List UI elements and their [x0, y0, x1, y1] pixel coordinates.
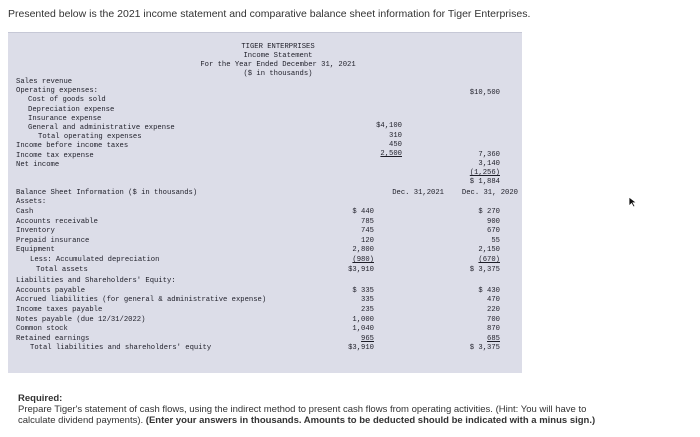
- balance-sheet-title: Balance Sheet Information ($ in thousands): [16, 189, 198, 197]
- balance-row-label: Total assets: [36, 265, 88, 274]
- balance-2021-value: 785: [361, 217, 374, 226]
- balance-row-label: Accrued liabilities (for general & administrative expense): [16, 296, 267, 305]
- income-row-label: Insurance expense: [28, 114, 102, 123]
- income-row-label: Total operating expenses: [38, 133, 142, 142]
- income-row-label: Depreciation expense: [28, 105, 115, 114]
- income-total-amount: $10,500: [469, 89, 500, 97]
- balance-2020-value: 55: [491, 236, 500, 245]
- statement-title: Income Statement: [243, 52, 313, 60]
- balance-row-label: Common stock: [16, 325, 68, 334]
- balance-2020-value: 685: [487, 334, 500, 343]
- income-amount: 450: [389, 140, 402, 149]
- income-row-label: Income tax expense: [16, 151, 94, 160]
- balance-2021-value: 1,000: [352, 315, 374, 324]
- statement-period: For the Year Ended December 31, 2021: [200, 61, 356, 69]
- required-answer-format: (Enter your answers in thousands. Amounts to be deducted should be indicated with a minus sign.): [145, 415, 596, 426]
- financial-statement-panel: [8, 32, 522, 373]
- balance-2021-value: $3,910: [348, 265, 374, 274]
- balance-2020-value: $ 270: [478, 208, 500, 216]
- balance-2020-value: 220: [487, 306, 500, 314]
- balance-2021-value: $3,910: [348, 344, 374, 353]
- balance-row-label: Liabilities and Shareholders' Equity:: [16, 277, 176, 286]
- income-amount: 2,500: [380, 150, 402, 158]
- balance-2020-value: 870: [487, 325, 500, 334]
- balance-2021-value: (980): [352, 256, 374, 264]
- income-row-label: Income before income taxes: [16, 142, 129, 151]
- income-row-label: Net income: [16, 160, 60, 169]
- column-header-2020: Dec. 31, 2020: [461, 189, 518, 197]
- balance-row-label: Inventory: [16, 227, 55, 236]
- balance-row-label: Less: Accumulated depreciation: [30, 256, 160, 264]
- balance-2021-value: 2,800: [352, 246, 374, 255]
- income-amount: 310: [389, 131, 402, 140]
- balance-2021-value: 120: [361, 236, 374, 245]
- income-total-amount: (1,256): [469, 169, 500, 177]
- income-row-label: Sales revenue: [16, 78, 73, 86]
- income-total-amount: $ 1,884: [469, 178, 500, 186]
- required-section: [18, 393, 618, 426]
- required-label: Required:: [18, 393, 63, 404]
- balance-2021-value: 1,040: [352, 325, 374, 334]
- balance-2021-value: 335: [361, 296, 374, 305]
- balance-2020-value: $ 430: [478, 286, 500, 295]
- statement-units: ($ in thousands): [243, 70, 313, 78]
- balance-row-label: Accounts receivable: [16, 217, 98, 226]
- income-total-amount: 3,140: [478, 160, 500, 168]
- income-total-amount: 7,360: [478, 151, 500, 159]
- balance-2020-value: 2,150: [478, 246, 500, 255]
- balance-2021-value: $ 335: [352, 286, 374, 295]
- balance-2020-value: 900: [487, 217, 500, 226]
- balance-row-label: Cash: [16, 208, 34, 216]
- balance-row-label: Retained earnings: [16, 334, 90, 343]
- balance-2020-value: 670: [487, 227, 500, 236]
- balance-2021-value: 745: [361, 227, 374, 236]
- income-amount: $4,100: [376, 122, 402, 131]
- intro-text: Presented below is the 2021 income statement and comparative balance sheet information for Tiger Enterprises.: [8, 8, 531, 20]
- balance-2020-value: $ 3,375: [469, 344, 500, 353]
- income-row-label: Cost of goods sold: [28, 96, 106, 105]
- company-name: TIGER ENTERPRISES: [241, 43, 315, 51]
- balance-2021-value: 965: [361, 334, 374, 343]
- balance-row-label: Prepaid insurance: [16, 236, 90, 245]
- required-instructions: Prepare Tiger's statement of cash flows, using the indirect method to present cash flows from operating activities. (Hint: You will have to calculate dividend payments).: [18, 404, 587, 426]
- income-row-label: Operating expenses:: [16, 87, 98, 96]
- balance-row-label: Total liabilities and shareholders' equity: [30, 344, 212, 353]
- balance-2021-value: $ 440: [352, 208, 374, 216]
- column-header-2021: Dec. 31,2021: [392, 189, 444, 197]
- assets-heading: Assets:: [16, 198, 47, 206]
- balance-row-label: Accounts payable: [16, 286, 86, 295]
- mouse-cursor-icon: [628, 196, 638, 208]
- balance-2020-value: (670): [478, 256, 500, 264]
- balance-2020-value: 700: [487, 315, 500, 324]
- balance-2020-value: $ 3,375: [469, 265, 500, 274]
- balance-2021-value: 235: [361, 306, 374, 314]
- balance-row-label: Equipment: [16, 246, 55, 255]
- income-row-label: General and administrative expense: [28, 124, 175, 132]
- balance-row-label: Income taxes payable: [16, 306, 103, 314]
- balance-row-label: Notes payable (due 12/31/2022): [16, 315, 146, 324]
- balance-2020-value: 470: [487, 296, 500, 305]
